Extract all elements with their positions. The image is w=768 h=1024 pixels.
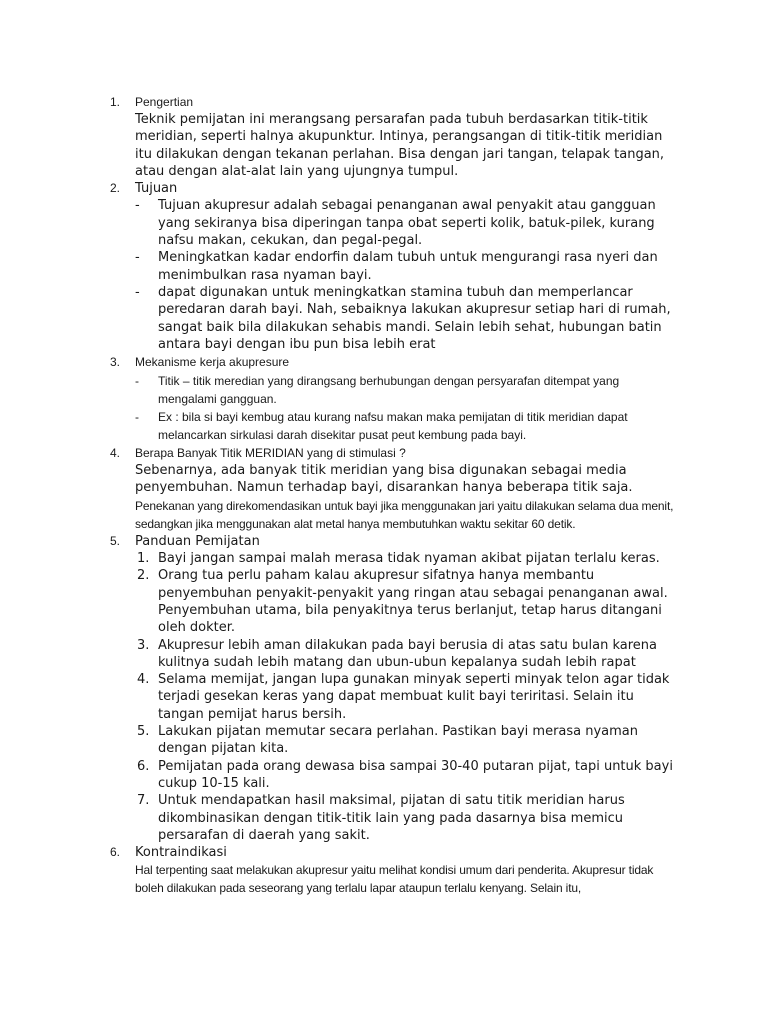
list-item [0, 249, 768, 284]
bullet-dash: - [135, 198, 140, 214]
section-title: Mekanisme kerja akupresure [135, 355, 290, 370]
section-kontraindikasi [0, 844, 768, 897]
section-body-secondary: Penekanan yang direkomendasikan untuk bayi jika menggunakan jari yaitu dilakukan selama dua menit, sedangkan jika menggunakan alat metal hanya membutuhkan waktu sekitar 60 detik. [135, 498, 674, 531]
section-titik-meridian [0, 444, 768, 533]
section-mekanisme [0, 353, 768, 444]
section-body: Teknik pemijatan ini merangsang persarafan pada tubuh berdasarkan titik-titik meridian, seperti halnya akupunktur. Intinya, perangsangan di titik-titik meridian itu dilakukan dengan tekanan perlahan. Bisa dengan jari tangan, telapak tangan, atau dengan alat-alat lain yang ujungnya tumpul. [135, 112, 665, 179]
list-item-text: Lakukan pijatan memutar secara perlahan. Pastikan bayi merasa nyaman dengan pijatan kita. [158, 724, 639, 757]
list-item [0, 637, 768, 672]
list-item-number: 5. [137, 724, 150, 740]
section-title: Berapa Banyak Titik MERIDIAN yang di stimulasi ? [135, 446, 406, 461]
list-item-text: dapat digunakan untuk meningkatkan stamina tubuh dan memperlancar peredaran darah bayi. Nah, sebaiknya lakukan akupresur setiap hari di rumah, sangat baik bila dilakukan sehabis mandi. Selain lebih sehat, hubungan batin antara bayi dengan ibu pun bisa lebih erat [158, 284, 671, 352]
bullet-dash: - [135, 374, 139, 389]
list-item [0, 197, 768, 249]
list-item-text: Orang tua perlu paham kalau akupresur sifatnya hanya membantu penyembuhan penyakit-penyakit yang ringan atau sebagai penanganan awal. Penyembuhan utama, bila penyakitnya terus berlanjut, tetap harus ditangani oleh dokter. [158, 568, 668, 636]
list-item-number: 3. [137, 637, 150, 653]
list-item [0, 671, 768, 723]
list-item-text: Selama memijat, jangan lupa gunakan minyak seperti minyak telon agar tidak terjadi gesekan keras yang dapat membuat kulit bayi teriritasi. Selain itu tangan pemijat harus bersih. [158, 672, 670, 722]
section-title: Kontraindikasi [135, 845, 227, 861]
section-title: Panduan Pemijatan [135, 533, 260, 549]
list-item-text: Meningkatkan kadar endorfin dalam tubuh untuk mengurangi rasa nyeri dan menimbulkan rasa nyaman bayi. [158, 250, 658, 283]
list-item-text: Ex : bila si bayi kembug atau kurang nafsu makan maka pemijatan di titik meridian dapat melancarkan sirkulasi darah disekitar pusat peut kembung pada bayi. [158, 410, 628, 443]
section-title: Pengertian [135, 95, 194, 109]
section-number: 3. [110, 355, 121, 370]
list-item-text: Titik – titik meredian yang dirangsang berhubungan dengan persyarafan ditempat yang mengalami gangguan. [158, 374, 620, 407]
list-item [0, 567, 768, 636]
list-item [0, 284, 768, 353]
section-title: Tujuan [135, 181, 178, 197]
section-body: Hal terpenting saat melakukan akupresur yaitu melihat kondisi umum dari penderita. Akupresur tidak boleh dilakukan pada seseorang yang terlalu lapar ataupun terlalu kenyang. Selain itu, [135, 863, 654, 896]
list-item-number: 7. [137, 793, 150, 809]
section-body: Sebenarnya, ada banyak titik meridian yang bisa digunakan sebagai media penyembuhan. Namun terhadap bayi, disarankan hanya beberapa titik saja. [135, 463, 633, 496]
section-tujuan [0, 180, 768, 353]
list-item-text: Bayi jangan sampai malah merasa tidak nyaman akibat pijatan terlalu keras. [158, 551, 660, 567]
list-item-number: 2. [137, 568, 150, 584]
list-item-number: 6. [137, 758, 150, 774]
list-item-number: 1. [137, 551, 150, 567]
section-pengertian [0, 93, 768, 180]
list-item-text: Akupresur lebih aman dilakukan pada bayi berusia di atas satu bulan karena kulitnya sudah lebih matang dan ubun-ubun kepalanya sudah lebih rapat [158, 637, 657, 670]
list-item-text: Tujuan akupresur adalah sebagai penanganan awal penyakit atau gangguan yang sekiranya bisa diperingan tanpa obat seperti kolik, batuk-pilek, kurang nafsu makan, cekukan, dan pegal-pegal. [158, 198, 656, 249]
list-item [0, 372, 768, 408]
list-item [0, 723, 768, 758]
list-item [0, 408, 768, 444]
list-item [0, 758, 768, 793]
list-item [0, 550, 768, 567]
list-item-number: 4. [137, 672, 150, 688]
bullet-dash: - [135, 250, 140, 266]
list-item-text: Untuk mendapatkan hasil maksimal, pijatan di satu titik meridian harus dikombinasikan dengan titik-titik lain yang pada dasarnya bisa memicu persarafan di daerah yang sakit. [158, 793, 625, 843]
section-number: 4. [110, 446, 121, 461]
list-item [0, 792, 768, 844]
bullet-dash: - [135, 284, 140, 300]
section-number: 1. [110, 95, 121, 109]
list-item-text: Pemijatan pada orang dewasa bisa sampai 30-40 putaran pijat, tapi untuk bayi cukup 10-15 kali. [158, 758, 673, 791]
document-body [0, 93, 768, 897]
section-number: 6. [110, 845, 121, 860]
section-number: 5. [110, 533, 121, 548]
section-number: 2. [110, 181, 121, 196]
section-panduan-pemijatan [0, 533, 768, 844]
bullet-dash: - [135, 410, 139, 425]
